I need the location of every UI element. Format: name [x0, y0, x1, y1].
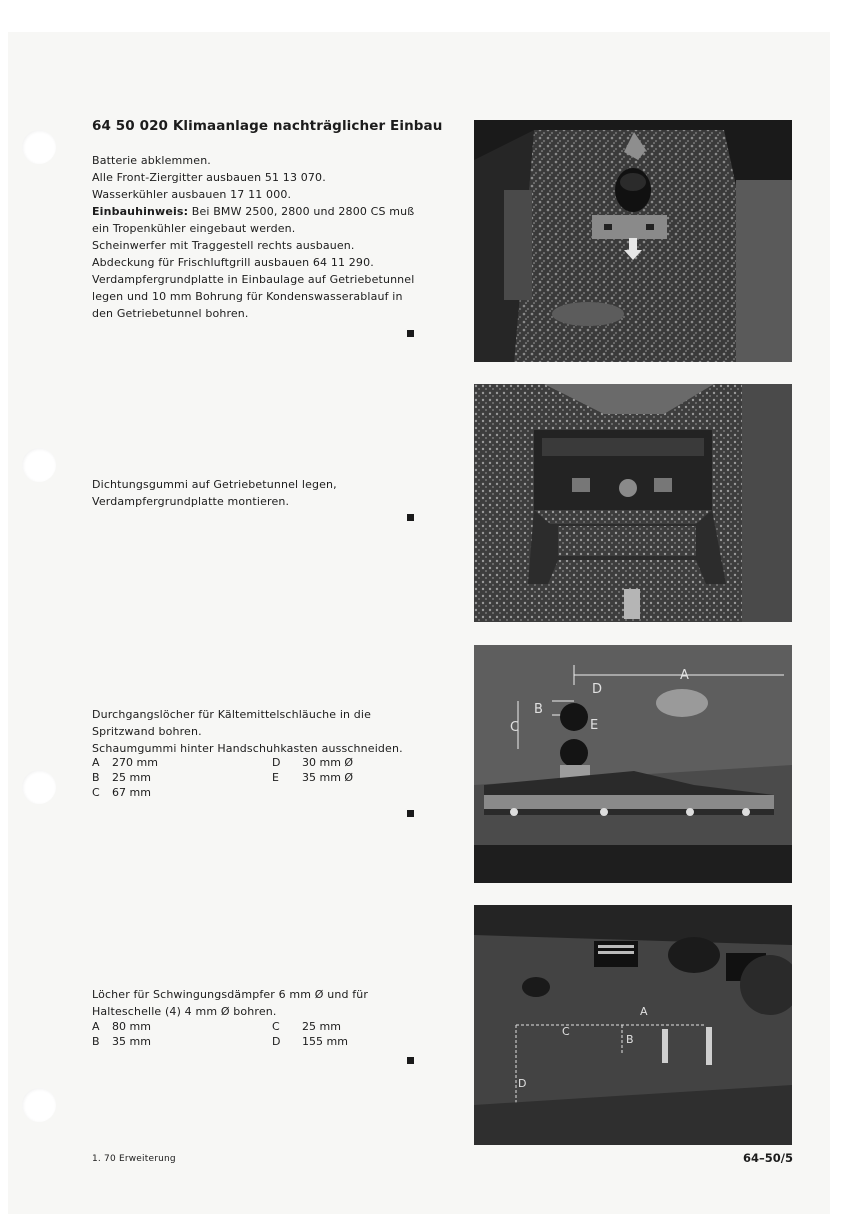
photo-transmission-tunnel: [474, 120, 792, 362]
instruction-line: Abdeckung für Frischluftgrill ausbauen 64 11 290.: [92, 256, 374, 269]
instruction-line: Batterie abklemmen.: [92, 154, 211, 167]
photo-label: A: [680, 668, 689, 683]
measure-key: A: [92, 756, 100, 769]
measure-key: D: [272, 756, 281, 769]
punch-hole: [22, 1088, 56, 1122]
measure-value: 270 mm: [112, 756, 158, 769]
hint-label: Einbauhinweis:: [92, 205, 189, 218]
photo-evaporator-base-plate: [474, 384, 792, 622]
photo-label: E: [590, 718, 599, 733]
page-title: 64 50 020 Klimaanlage nachträglicher Einbau: [92, 118, 443, 134]
measure-value: 67 mm: [112, 786, 151, 799]
measure-key: D: [272, 1035, 281, 1048]
measure-key: C: [272, 1020, 280, 1033]
photo-label: C: [510, 720, 520, 735]
photo-label: C: [562, 1025, 570, 1038]
instruction-block-1: [92, 152, 420, 322]
measure-value: 25 mm: [112, 771, 151, 784]
measurement-row: [92, 755, 353, 770]
photo-firewall-holes: [474, 645, 792, 883]
measurement-table-4: [92, 1019, 348, 1049]
instruction-line: Scheinwerfer mit Traggestell rechts ausbauen.: [92, 239, 355, 252]
punch-hole: [22, 448, 56, 482]
instruction-block-2: [92, 476, 420, 510]
measure-value: 30 mm Ø: [302, 756, 354, 769]
instruction-line: Schaumgummi hinter Handschuhkasten ausschneiden.: [92, 742, 403, 755]
instruction-line: Verdampfergrundplatte in Einbaulage auf Getriebetunnel legen und 10 mm Bohrung für Kondenswasserablauf in den Getriebetunnel bohren.: [92, 273, 415, 320]
measurement-row: [92, 785, 353, 800]
photo-label: B: [626, 1033, 634, 1046]
hint-text: Bei BMW 2500, 2800 und 2800 CS muß ein Tropenkühler eingebaut werden.: [92, 205, 415, 235]
installation-hint: [92, 203, 420, 237]
instruction-block-4: [92, 986, 420, 1020]
measure-value: 25 mm: [302, 1020, 341, 1033]
end-mark: [407, 514, 414, 521]
instruction-block-3: [92, 706, 420, 757]
measurement-table-3: [92, 755, 353, 800]
end-mark: [407, 1057, 414, 1064]
instruction-line: Alle Front-Ziergitter ausbauen 51 13 070.: [92, 171, 326, 184]
measure-value: 80 mm: [112, 1020, 151, 1033]
instruction-line: Durchgangslöcher für Kältemittelschläuche in die Spritzwand bohren.: [92, 708, 372, 738]
instruction-line: Dichtungsgummi auf Getriebetunnel legen, Verdampfergrundplatte montieren.: [92, 478, 337, 508]
measure-key: C: [92, 786, 100, 799]
measurement-row: [92, 1034, 348, 1049]
measure-key: E: [272, 771, 279, 784]
measure-key: A: [92, 1020, 100, 1033]
measurement-row: [92, 1019, 348, 1034]
end-mark: [407, 330, 414, 337]
measurement-row: [92, 770, 353, 785]
instruction-line: Löcher für Schwingungsdämpfer 6 mm Ø und für Halteschelle (4) 4 mm Ø bohren.: [92, 988, 369, 1018]
photo-label: A: [640, 1005, 648, 1018]
measure-value: 35 mm: [112, 1035, 151, 1048]
measure-key: B: [92, 1035, 100, 1048]
photo-label: D: [518, 1077, 527, 1090]
measure-value: 155 mm: [302, 1035, 348, 1048]
footer-edition: 1. 70 Erweiterung: [92, 1154, 176, 1164]
photo-label: D: [592, 682, 603, 697]
page-number: 64–50/5: [743, 1151, 793, 1165]
punch-hole: [22, 770, 56, 804]
photo-label: B: [534, 702, 543, 717]
measure-value: 35 mm Ø: [302, 771, 354, 784]
instruction-line: Wasserkühler ausbauen 17 11 000.: [92, 188, 292, 201]
end-mark: [407, 810, 414, 817]
punch-hole: [22, 130, 56, 164]
photo-damper-holes: [474, 905, 792, 1145]
measure-key: B: [92, 771, 100, 784]
